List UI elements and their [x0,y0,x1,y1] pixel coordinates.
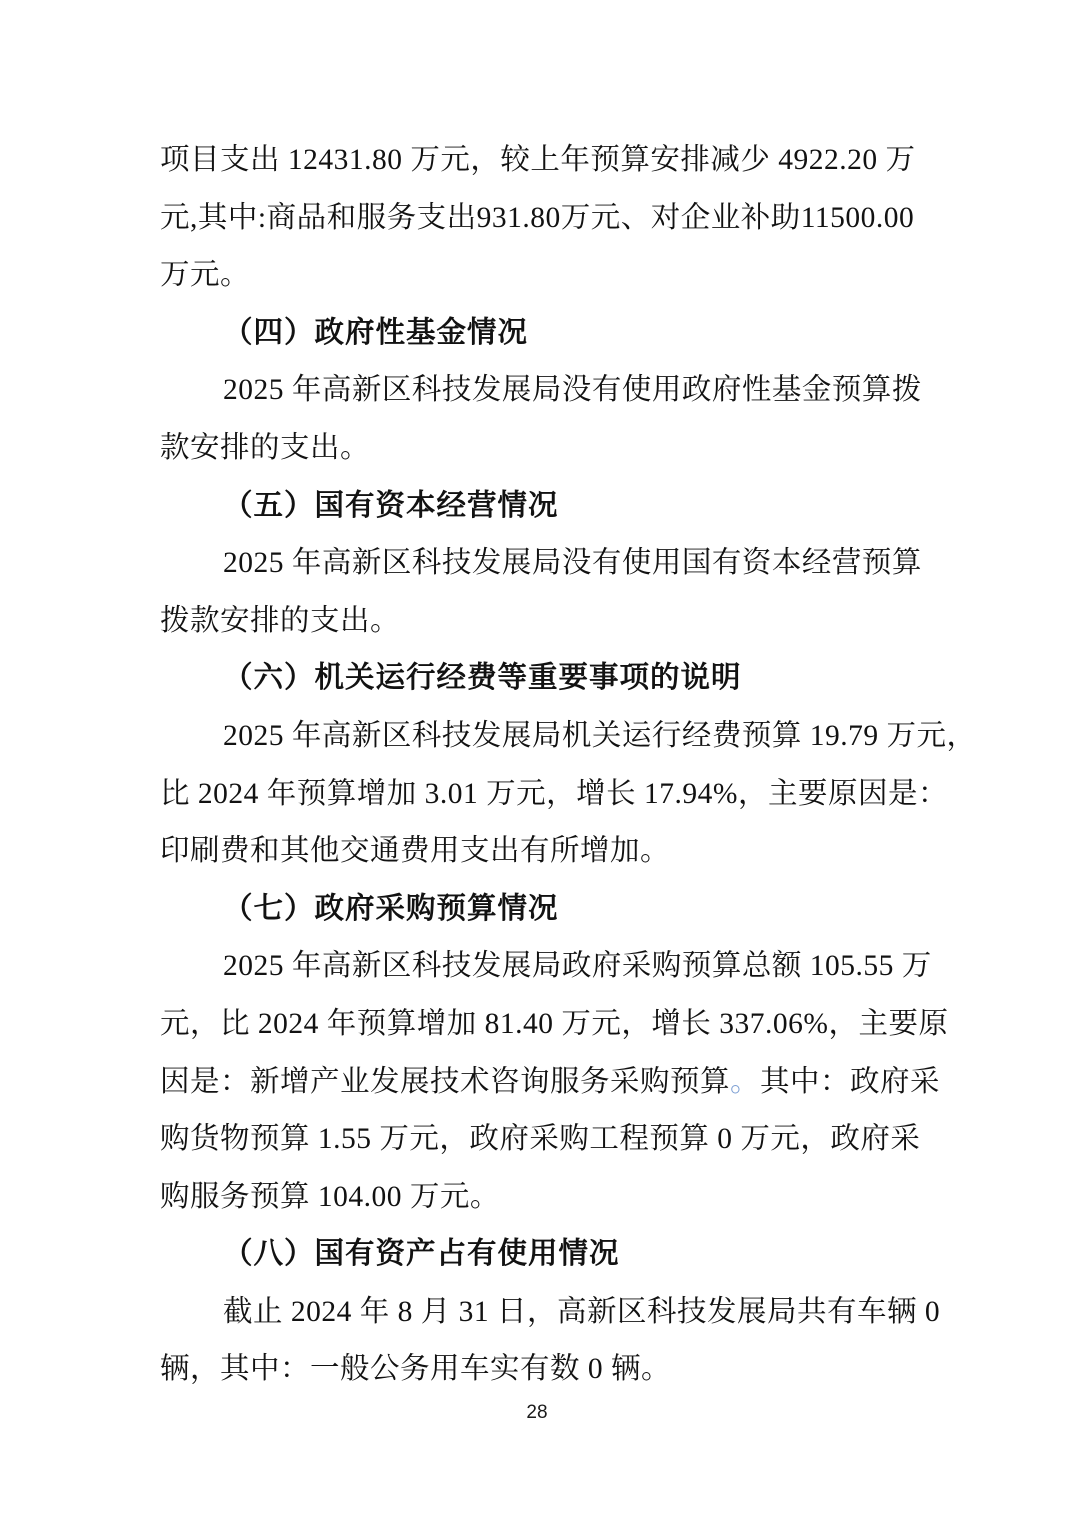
line-text-post: 其中：政府采 [760,1065,941,1098]
body-line: 2025 年高新区科技发展局没有使用国有资本经营预算 [223,547,922,580]
body-line: 项目支出 12431.80 万元，较上年预算安排减少 4922.20 万 [160,144,916,176]
section-7-heading: （七）政府采购预算情况 [223,892,559,925]
text-block [160,132,977,1399]
section-5-heading: （五）国有资本经营情况 [223,489,559,522]
body-line: 辆，其中：一般公务用车实有数 0 辆。 [160,1353,672,1386]
body-line: 购服务预算 104.00 万元。 [160,1180,500,1213]
section-8-heading: （八）国有资产占有使用情况 [223,1238,620,1271]
body-line: 2025 年高新区科技发展局政府采购预算总额 105.55 万 [223,950,932,983]
body-line: 万元。 [160,259,251,292]
page-number: 28 [526,1402,548,1423]
body-line: 款安排的支出。 [160,431,371,464]
blue-period: 。 [730,1065,761,1098]
body-line: 2025 年高新区科技发展局机关运行经费预算 19.79 万元， [223,719,977,752]
body-line: 元,其中:商品和服务支出931.80万元、对企业补助11500.00 [160,201,915,234]
body-line: 截止 2024 年 8 月 31 日，高新区科技发展局共有车辆 0 [223,1295,941,1328]
body-line [160,1054,941,1112]
section-4-heading: （四）政府性基金情况 [223,316,529,349]
body-line: 2025 年高新区科技发展局没有使用政府性基金预算拨 [223,374,922,407]
body-line: 拨款安排的支出。 [160,604,401,637]
line-text-pre: 因是：新增产业发展技术咨询服务采购预算 [160,1065,731,1098]
body-line: 比 2024 年预算增加 3.01 万元，增长 17.94%，主要原因是： [160,777,948,810]
body-line: 购货物预算 1.55 万元，政府采购工程预算 0 万元，政府采 [160,1123,921,1156]
body-line: 元，比 2024 年预算增加 81.40 万元，增长 337.06%，主要原 [160,1007,949,1040]
section-6-heading: （六）机关运行经费等重要事项的说明 [223,662,742,695]
body-line: 印刷费和其他交通费用支出有所增加。 [160,835,671,868]
